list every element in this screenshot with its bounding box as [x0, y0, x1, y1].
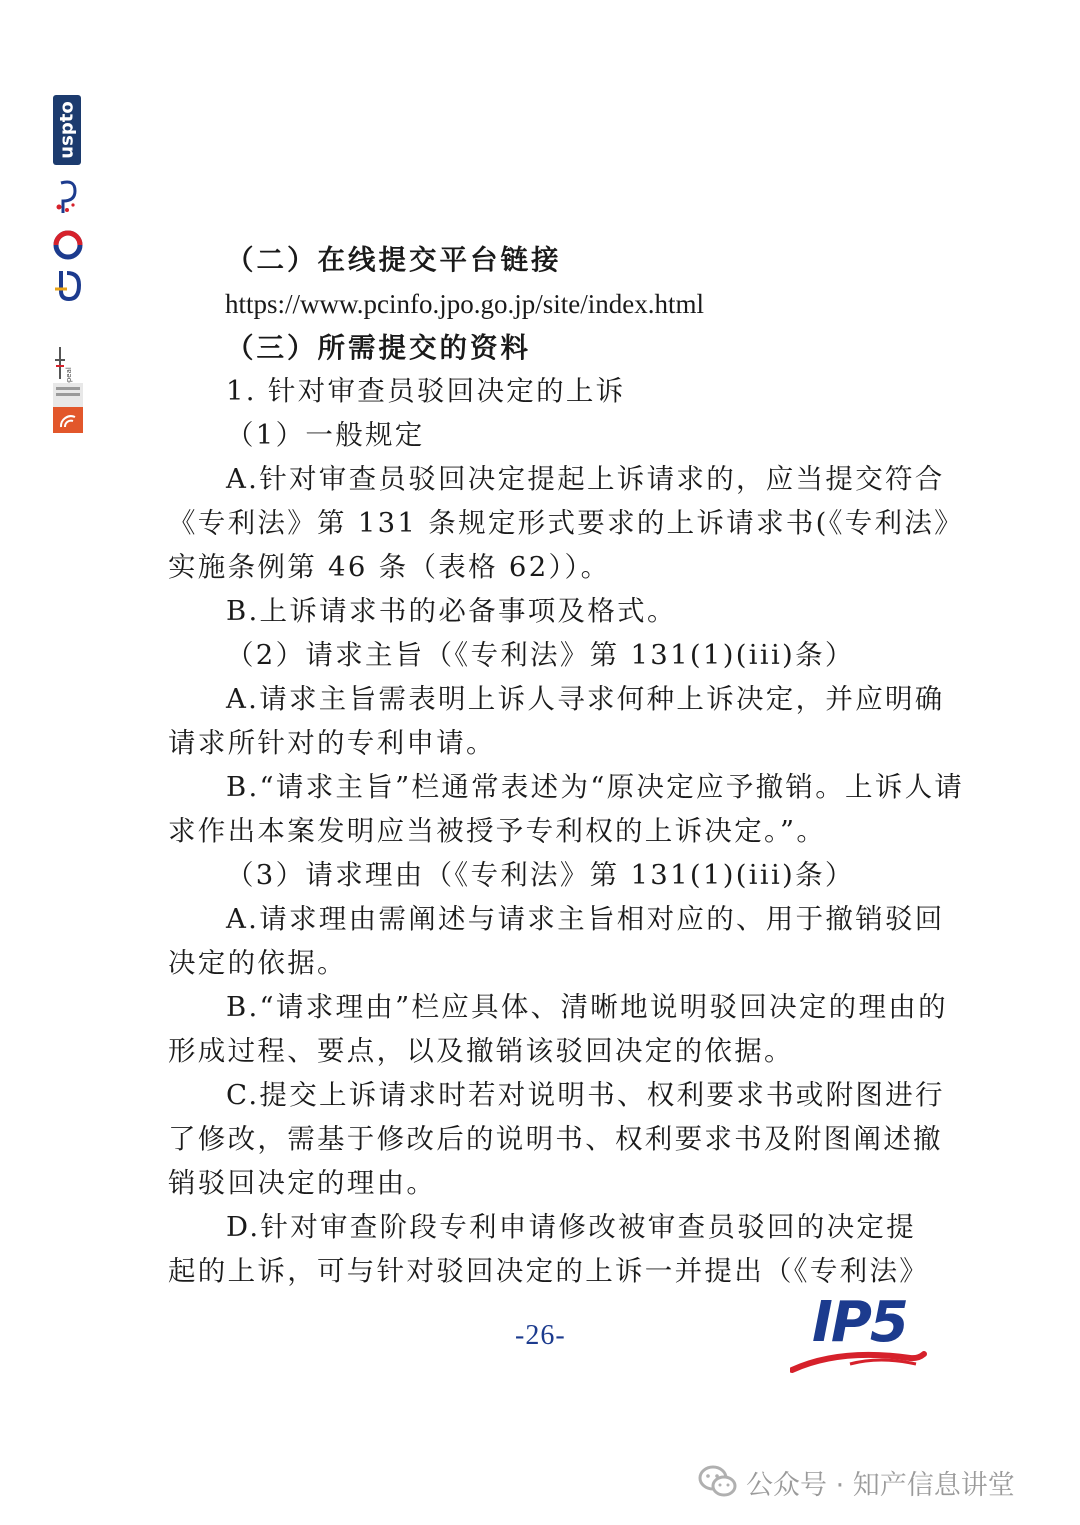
jpo-logo-icon	[53, 267, 83, 303]
office-logos-strip	[50, 95, 84, 435]
ip5-logo	[790, 1290, 930, 1375]
page-number: -26-	[515, 1320, 566, 1351]
paragraph-7-line-2: 了修改，需基于修改后的说明书、权利要求书及附图阐述撤	[168, 1123, 943, 1155]
subheading-3: （3）请求理由（《专利法》第 131(1)(iii)条）	[226, 859, 855, 891]
ip5-logo-text: IP5	[812, 1290, 907, 1355]
section-heading-3: （三）所需提交的资料	[226, 332, 531, 364]
uspto-logo: uspto	[53, 95, 81, 165]
paragraph-8-line-2: 起的上诉，可与针对驳回决定的上诉一并提出（《专利法》	[168, 1255, 930, 1287]
paragraph-5-line-2: 决定的依据。	[168, 947, 347, 979]
subheading-1: （1）一般规定	[226, 419, 425, 451]
wechat-icon	[698, 1465, 738, 1499]
paragraph-6-line-1: B.“请求理由”栏应具体、清晰地说明驳回决定的理由的	[226, 991, 948, 1023]
paragraph-1-line-2: 《专利法》第 131 条规定形式要求的上诉请求书(《专利法》	[168, 507, 964, 539]
paragraph-7-line-3: 销驳回决定的理由。	[168, 1167, 437, 1199]
cnipa-logo-icon	[53, 177, 83, 217]
epo-logo-icon	[53, 383, 83, 433]
paragraph-2-line-1: B.上诉请求书的必备事项及格式。	[226, 595, 677, 627]
paragraph-1-line-1: A.针对审查员驳回决定提起上诉请求的，应当提交符合	[226, 463, 945, 495]
section-heading-2: （二）在线提交平台链接	[226, 244, 562, 276]
watermark-text: 公众号 · 知产信息讲堂	[746, 1469, 1015, 1501]
kipo-logo-icon	[53, 229, 83, 261]
paragraph-5-line-1: A.请求理由需阐述与请求主旨相对应的、用于撤销驳回	[226, 903, 945, 935]
item-heading-1: 1. 针对审查员驳回决定的上诉	[226, 375, 626, 407]
paragraph-4-line-2: 求作出本案发明应当被授予专利权的上诉决定。”。	[168, 815, 827, 847]
wechat-watermark	[698, 1460, 1015, 1504]
paragraph-6-line-2: 形成过程、要点，以及撤销该驳回决定的依据。	[168, 1035, 794, 1067]
paragraph-3-line-1: A.请求主旨需表明上诉人寻求何种上诉决定，并应明确	[226, 683, 945, 715]
paragraph-3-line-2: 请求所针对的专利申请。	[168, 727, 496, 759]
paragraph-8-line-1: D.针对审查阶段专利申请修改被审查员驳回的决定提	[226, 1211, 917, 1243]
paragraph-4-line-1: B.“请求主旨”栏通常表述为“原决定应予撤销。上诉人请	[226, 771, 965, 803]
subheading-2: （2）请求主旨（《专利法》第 131(1)(iii)条）	[226, 639, 855, 671]
paragraph-7-line-1: C.提交上诉请求时若对说明书、权利要求书或附图进行	[226, 1079, 945, 1111]
platform-url: https://www.pcinfo.jpo.go.jp/site/index.html	[225, 289, 704, 319]
paragraph-1-line-3: 实施条例第 46 条（表格 62））。	[168, 551, 611, 583]
